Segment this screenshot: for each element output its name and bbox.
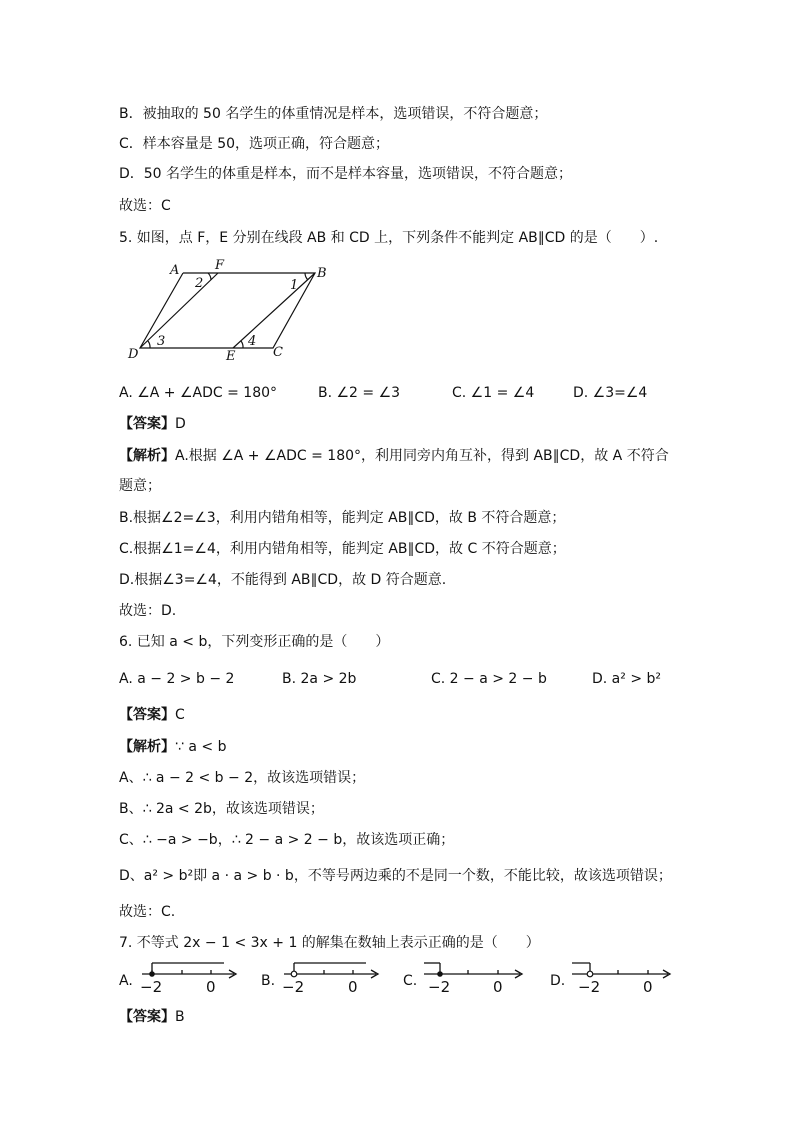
angle-3-arc — [148, 341, 150, 348]
angle-4-arc — [241, 341, 243, 348]
q6-option-b: B. 2a > 2b — [282, 671, 357, 687]
label-angle-3: 3 — [157, 334, 166, 349]
label-angle-4: 4 — [248, 334, 257, 349]
q4-option-d-explanation: D．50 名学生的体重是样本，而不是样本容量，选项错误，不符合题意； — [119, 166, 573, 182]
q4-conclusion: 故选：C — [119, 198, 171, 214]
q5-parallelogram-figure — [125, 258, 345, 366]
q7-option-d-number-line — [568, 958, 676, 996]
q7-option-a-letter: A. — [119, 973, 133, 989]
q5-analysis-d: D.根据∠3=∠4，不能得到 AB∥CD，故 D 符合题意. — [119, 572, 447, 588]
q6-analysis-b: B、∴ 2a < 2b，故该选项错误； — [119, 801, 324, 817]
q7-option-b-letter: B. — [261, 973, 276, 989]
q6-option-c: C. 2 − a > 2 − b — [431, 671, 547, 687]
tick-minus-2: −2 — [140, 978, 163, 996]
label-e: E — [226, 349, 236, 364]
q5-analysis-a — [119, 446, 669, 466]
q5-conclusion: 故选：D. — [119, 603, 177, 619]
analysis-given-text: ∵ a < b — [175, 739, 227, 755]
q5-option-a: A. ∠A + ∠ADC = 180° — [119, 385, 278, 401]
angle-2-arc — [208, 273, 211, 280]
label-a: A — [170, 263, 180, 278]
tick-minus-2: −2 — [578, 978, 601, 996]
q6-analysis-d: D、a² > b²即 a · a > b · b，不等号两边乘的不是同一个数，不能比较，故该选项错误； — [119, 868, 672, 884]
q7-option-a-number-line — [138, 958, 242, 996]
answer-label: 【答案】 — [119, 416, 175, 432]
q5-analysis-c: C.根据∠1=∠4，利用内错角相等，能判定 AB∥CD，故 C 不符合题意； — [119, 541, 566, 557]
analysis-a-text: A.根据 ∠A + ∠ADC = 180°，利用同旁内角互补，得到 AB∥CD，故 A 不符合 — [175, 448, 669, 464]
parallelogram-outline — [140, 273, 315, 348]
q4-option-b-explanation: B．被抽取的 50 名学生的体重情况是样本，选项错误，不符合题意； — [119, 106, 548, 122]
label-angle-1: 1 — [290, 278, 299, 293]
q4-option-c-explanation: C．样本容量是 50，选项正确，符合题意； — [119, 136, 390, 152]
q5-answer — [119, 414, 186, 434]
q6-analysis-c: C、∴ −a > −b，∴ 2 − a > 2 − b，故该选项正确； — [119, 832, 455, 848]
label-d: D — [128, 347, 139, 362]
q7-stem: 7. 不等式 2x − 1 < 3x + 1 的解集在数轴上表示正确的是（ ） — [119, 935, 540, 951]
answer-value: B — [175, 1009, 185, 1025]
q6-option-d: D. a² > b² — [592, 671, 662, 687]
q5-option-b: B. ∠2 = ∠3 — [318, 385, 401, 401]
label-b: B — [317, 266, 327, 281]
tick-minus-2: −2 — [282, 978, 305, 996]
q7-option-d-letter: D. — [550, 973, 566, 989]
analysis-label: 【解析】 — [119, 448, 175, 464]
q7-answer — [119, 1007, 185, 1027]
label-angle-2: 2 — [195, 276, 204, 291]
segment-eb — [233, 273, 315, 348]
angle-1-arc — [305, 273, 308, 280]
segment-df — [140, 273, 218, 348]
q5-option-d: D. ∠3=∠4 — [573, 385, 648, 401]
tick-0: 0 — [643, 978, 653, 996]
q7-option-c-letter: C. — [403, 973, 418, 989]
tick-0: 0 — [493, 978, 503, 996]
q5-analysis-a-cont: 题意； — [119, 478, 161, 494]
answer-value: D — [175, 416, 186, 432]
label-f: F — [215, 258, 225, 273]
answer-value: C — [175, 707, 185, 723]
q5-analysis-b: B.根据∠2=∠3，利用内错角相等，能判定 AB∥CD，故 B 不符合题意； — [119, 510, 566, 526]
q6-stem: 6. 已知 a < b，下列变形正确的是（ ） — [119, 634, 390, 650]
q6-option-a: A. a − 2 > b − 2 — [119, 671, 235, 687]
label-c: C — [273, 345, 283, 360]
q7-option-c-number-line — [420, 958, 528, 996]
tick-0: 0 — [206, 978, 216, 996]
answer-label: 【答案】 — [119, 1009, 175, 1025]
answer-label: 【答案】 — [119, 707, 175, 723]
analysis-label: 【解析】 — [119, 739, 175, 755]
q7-option-b-number-line — [280, 958, 384, 996]
q5-option-c: C. ∠1 = ∠4 — [452, 385, 535, 401]
q5-stem: 5. 如图，点 F，E 分别在线段 AB 和 CD 上，下列条件不能判定 AB∥CD 的是（ ）. — [119, 230, 659, 246]
tick-0: 0 — [348, 978, 358, 996]
q6-conclusion: 故选：C. — [119, 904, 176, 920]
q6-analysis-a: A、∴ a − 2 < b − 2，故该选项错误； — [119, 770, 366, 786]
q6-analysis-given — [119, 737, 226, 757]
tick-minus-2: −2 — [428, 978, 451, 996]
q6-answer — [119, 705, 185, 725]
